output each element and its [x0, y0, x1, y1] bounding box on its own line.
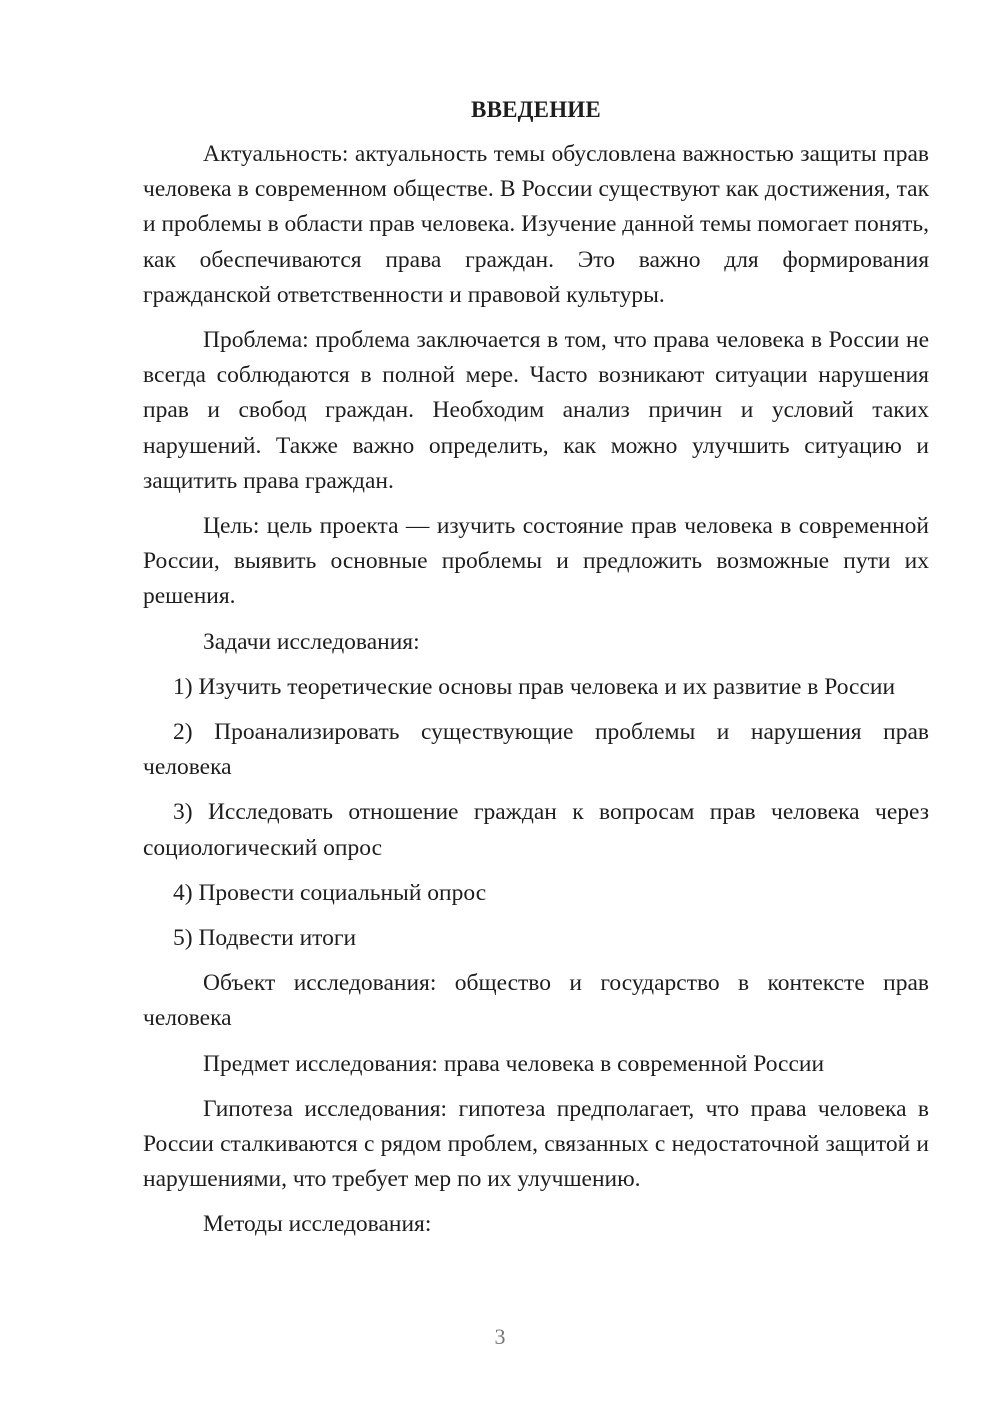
task-item-5: 5) Подвести итоги	[173, 925, 357, 952]
paragraph-relevance: Актуальность: актуальность темы обусловлена важностью защиты прав человека в современном обществе. В России существуют как достижения, так и проблемы в области прав человека. Изучение данной темы помогает понять, как обеспечиваются права граждан. Это важно для формирования гражданской ответственности и правовой культуры.	[143, 141, 929, 308]
paragraph-methods: Методы исследования:	[203, 1211, 432, 1238]
paragraph-hypothesis: Гипотеза исследования: гипотеза предполагает, что права человека в России сталкиваются с рядом проблем, связанных с недостаточной защитой и нарушениями, что требует мер по их улучшению.	[143, 1095, 929, 1193]
paragraph-goal: Цель: цель проекта — изучить состояние прав человека в современной России, выявить основные проблемы и предложить возможные пути их решения.	[143, 513, 929, 610]
document-page	[143, 92, 929, 1253]
paragraph-object: Объект исследования: общество и государство в контексте прав человека	[143, 970, 929, 1032]
section-title: ВВЕДЕНИЕ	[471, 97, 601, 122]
page-number: 3	[494, 1324, 506, 1349]
task-item-2: 2) Проанализировать существующие проблемы и нарушения прав человека	[143, 719, 929, 781]
task-item-4: 4) Провести социальный опрос	[173, 879, 487, 906]
paragraph-subject: Предмет исследования: права человека в современной России	[203, 1050, 825, 1077]
paragraph-problem: Проблема: проблема заключается в том, что права человека в России не всегда соблюдаются в полной мере. Часто возникают ситуации нарушения прав и свобод граждан. Необходим анализ причин и условий таких нарушений. Также важно определить, как можно улучшить ситуацию и защитить права граждан.	[143, 327, 929, 494]
paragraph-tasks-heading: Задачи исследования:	[203, 628, 420, 655]
task-item-3: 3) Исследовать отношение граждан к вопросам прав человека через социологический опрос	[143, 799, 929, 861]
task-item-1: 1) Изучить теоретические основы прав человека и их развитие в России	[173, 673, 896, 700]
